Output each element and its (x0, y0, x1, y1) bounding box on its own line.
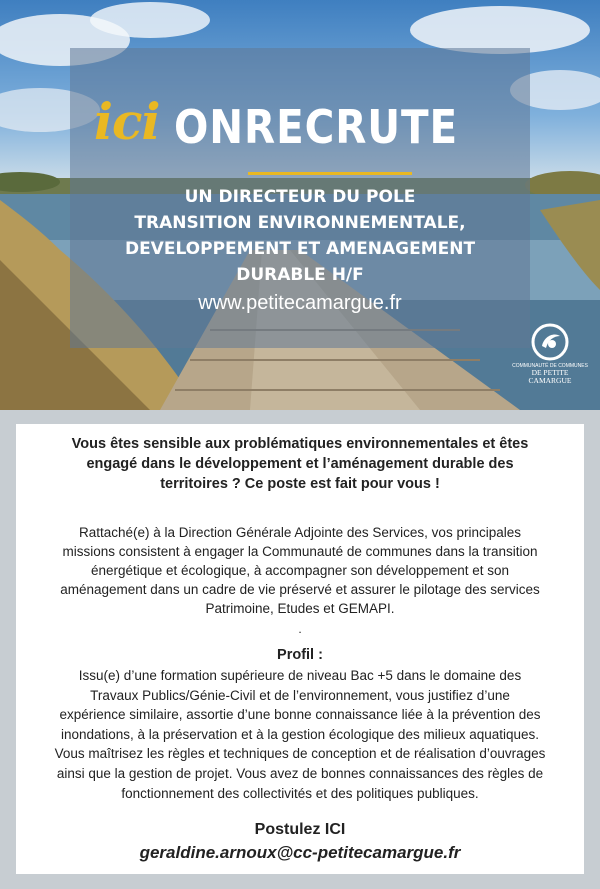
profil-heading: Profil : (277, 647, 323, 663)
job-description-card (16, 424, 584, 874)
profil-line: Vous maîtrisez les règles et techniques de conception et de réalisation d’ouvrages (54, 746, 546, 762)
hero-banner (0, 0, 600, 410)
job-title-line: TRANSITION ENVIRONNEMENTALE, (134, 213, 466, 233)
job-title-line: UN DIRECTEUR DU POLE (184, 187, 416, 207)
mission-text (16, 523, 584, 618)
website-link[interactable]: www.petitecamargue.fr (198, 292, 402, 314)
profil-line: Issu(e) d’une formation supérieure de niveau Bac +5 dans le domaine des (78, 668, 522, 683)
job-title (70, 184, 530, 288)
job-title-line: DURABLE H/F (236, 265, 364, 285)
profil-line: Travaux Publics/Génie-Civil et de l’environnement, vous justifiez d’une (90, 687, 510, 703)
job-title-line: DEVELOPPEMENT ET AMENAGEMENT (124, 239, 476, 259)
logo-line-name: CAMARGUE (528, 376, 572, 385)
mission-line: Rattaché(e) à la Direction Générale Adjointe des Services, vos principales (79, 525, 521, 540)
logo-emblem-icon (530, 322, 570, 362)
headline-underline (248, 172, 412, 175)
logo-line-small: COMMUNAUTÉ DE COMMUNES (512, 363, 588, 369)
profil-line: fonctionnement des collectivités et des politiques publiques. (121, 785, 479, 801)
profil-line: ainsi que la gestion de projet. Vous avez de bonnes connaissances des règles de (56, 765, 544, 781)
brand-headline: ONRECRUTE (174, 100, 459, 154)
intro-line: engagé dans le développement et l’aménagement durable des (86, 456, 514, 472)
profil-text (16, 666, 584, 803)
intro-line: Vous êtes sensible aux problématiques environnementales et êtes (71, 436, 529, 452)
profil-line: inondations, à la préservation et à la gestion écologique des milieux aquatiques. (60, 726, 540, 742)
mission-line: énergétique et écologique, à accompagner son développement et son (90, 563, 510, 578)
mission-line: missions consistent à engager la Communauté de communes dans la transition (62, 544, 538, 559)
separator: . (298, 622, 302, 636)
mission-line: aménagement dans un cadre de vie préservé et assurer le pilotage des services (60, 582, 540, 597)
community-logo (508, 322, 592, 394)
apply-heading: Postulez ICI (254, 821, 346, 838)
logo-line-de: DE PETITE (531, 368, 569, 377)
mission-line: Patrimoine, Etudes et GEMAPI. (205, 601, 395, 616)
profil-line: expérience similaire, assortie d’une bonne connaissance liée à la prévention des (59, 707, 541, 723)
intro-text (16, 434, 584, 494)
brand-prefix: ici (94, 92, 160, 151)
intro-line: territoires ? Ce poste est fait pour vous ! (160, 476, 440, 492)
apply-email-link[interactable]: geraldine.arnoux@cc-petitecamargue.fr (139, 843, 461, 862)
